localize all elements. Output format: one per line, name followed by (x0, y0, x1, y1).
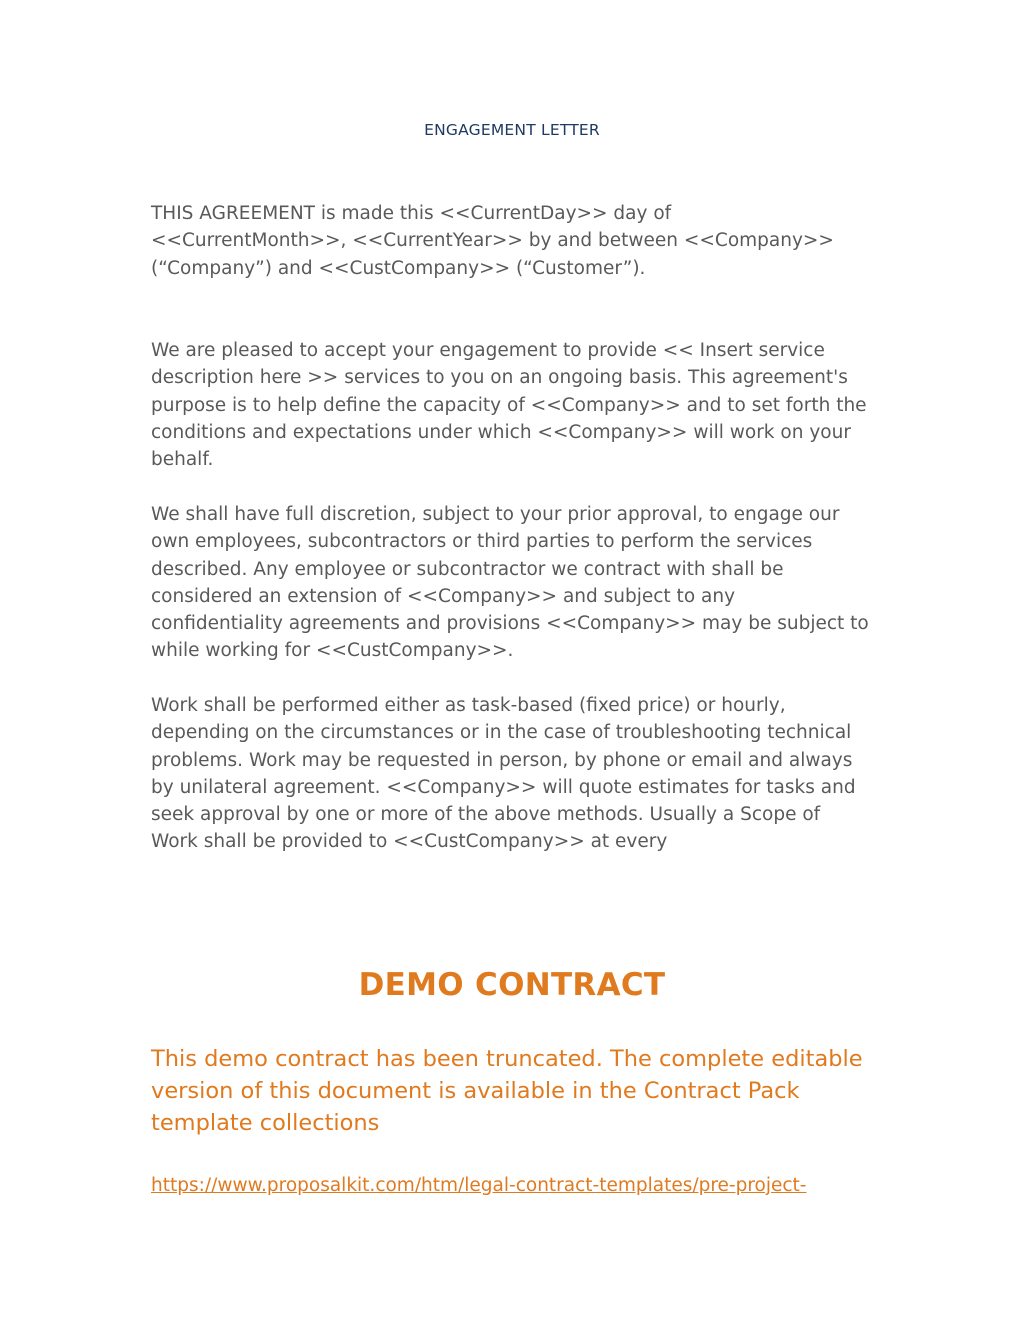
work-performance-paragraph: Work shall be performed either as task-based (fixed price) or hourly, depending on the circumstances or in the case of troubleshooting technical problems. Work may be requested in person, by phone or email and always by unilateral agreement. <<Company>> will quote estimates for tasks and seek approval by one or more of the above methods. Usually a Scope of Work shall be provided to <<CustCompany>> at every (151, 695, 856, 853)
demo-contract-heading: DEMO CONTRACT (358, 967, 666, 1003)
document-title: ENGAGEMENT LETTER (424, 121, 600, 139)
agreement-paragraph: THIS AGREEMENT is made this <<CurrentDay>> day of <<CurrentMonth>>, <<CurrentYear>> by and between <<Company>> (“Company”) and <<CustCompany>> (“Customer”). (151, 203, 834, 279)
engagement-paragraph: We are pleased to accept your engagement to provide << Insert service description here >> services to you on an ongoing basis. This agreement's purpose is to help define the capacity of <<Company>> and to set forth the conditions and expectations under which <<Company>> will work on your behalf. (151, 340, 867, 471)
demo-truncation-note: This demo contract has been truncated. The complete editable version of this document is available in the Contract Pack template collections (151, 1046, 863, 1136)
discretion-paragraph: We shall have full discretion, subject to your prior approval, to engage our own employees, subcontractors or third parties to perform the services described. Any employee or subcontractor we contract with shall be considered an extension of <<Company>> and subject to any confidentiality agreements and provisions <<Company>> may be subject to while working for <<CustCompany>>. (151, 504, 869, 662)
contract-pack-link[interactable]: https://www.proposalkit.com/htm/legal-contract-templates/pre-project- (151, 1175, 807, 1196)
